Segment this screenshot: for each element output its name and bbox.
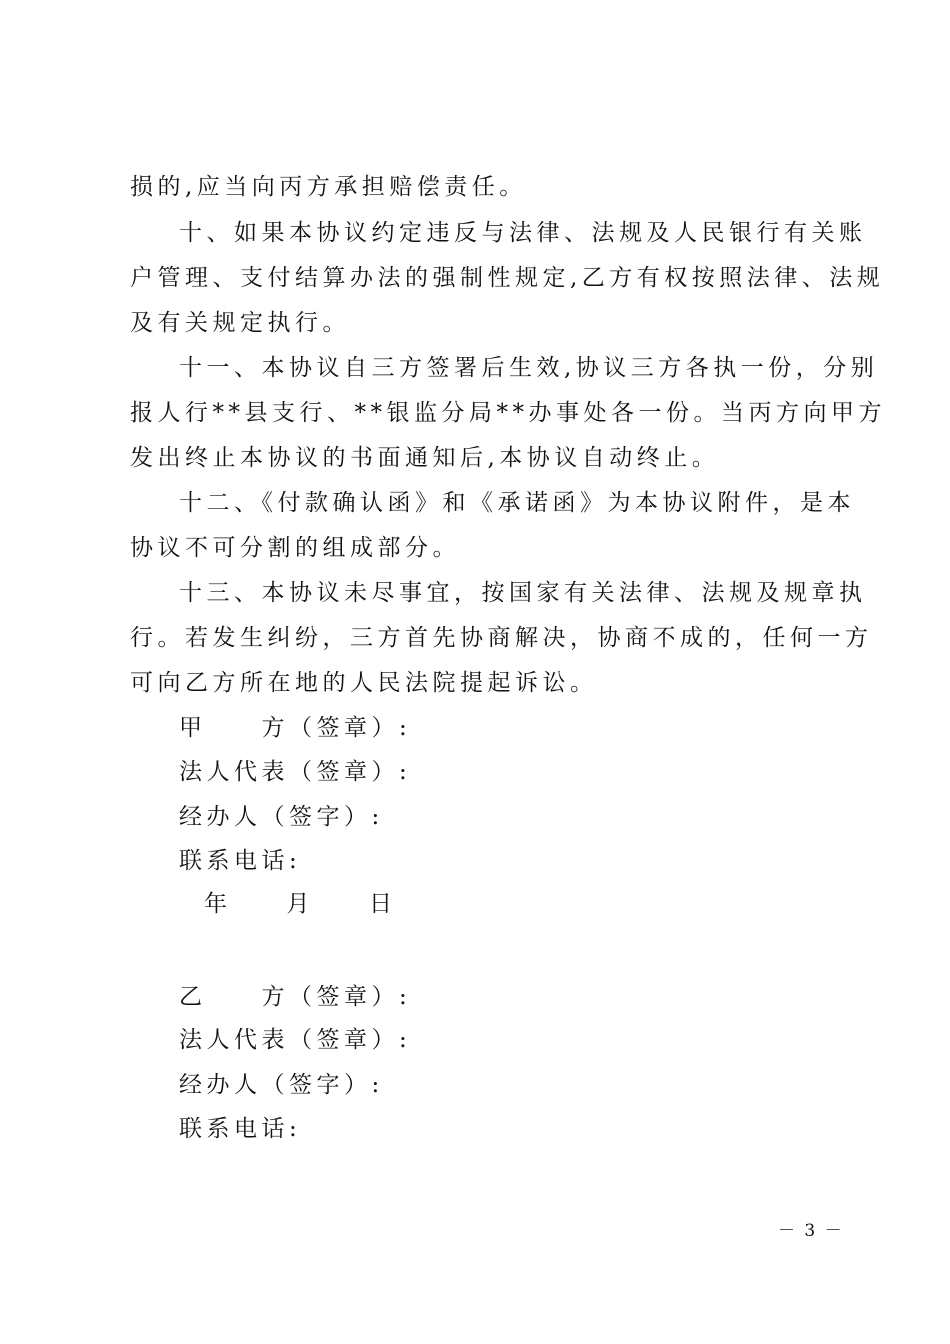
clause-11-line-1: 十一、本协议自三方签署后生效,协议三方各执一份，分别	[179, 355, 879, 381]
party-a-signature-label: 甲 方（签章）:	[179, 715, 412, 741]
party-b-handler-label: 经办人（签字）:	[179, 1072, 384, 1098]
party-a-date-label: 年 月 日	[204, 891, 397, 917]
party-a-handler-label: 经办人（签字）:	[179, 804, 384, 830]
party-a-phone-label: 联系电话:	[179, 848, 302, 874]
clause-10-line-1: 十、如果本协议约定违反与法律、法规及人民银行有关账	[179, 220, 867, 246]
paragraph-line: 损的,应当向丙方承担赔偿责任。	[130, 174, 527, 200]
clause-11-line-2: 报人行**县支行、**银监分局**办事处各一份。当丙方向甲方	[130, 400, 886, 426]
clause-13-line-2: 行。若发生纠纷，三方首先协商解决，协商不成的，任何一方	[130, 625, 873, 651]
party-a-legal-rep-label: 法人代表（签章）:	[179, 759, 412, 785]
clause-13-line-3: 可向乙方所在地的人民法院提起诉讼。	[130, 670, 598, 696]
page-number: － 3 －	[778, 1221, 844, 1241]
clause-10-line-3: 及有关规定执行。	[130, 310, 350, 336]
party-b-legal-rep-label: 法人代表（签章）:	[179, 1027, 412, 1053]
party-b-phone-label: 联系电话:	[179, 1116, 302, 1142]
clause-13-line-1: 十三、本协议未尽事宜，按国家有关法律、法规及规章执	[179, 580, 867, 606]
clause-10-line-2: 户管理、支付结算办法的强制性规定,乙方有权按照法律、法规	[130, 265, 885, 291]
clause-12-line-1: 十二、《付款确认函》和《承诺函》为本协议附件，是本	[179, 490, 855, 516]
party-b-signature-label: 乙 方（签章）:	[179, 984, 412, 1010]
clause-12-line-2: 协议不可分割的组成部分。	[130, 535, 460, 561]
clause-11-line-3: 发出终止本协议的书面通知后,本协议自动终止。	[130, 445, 720, 471]
